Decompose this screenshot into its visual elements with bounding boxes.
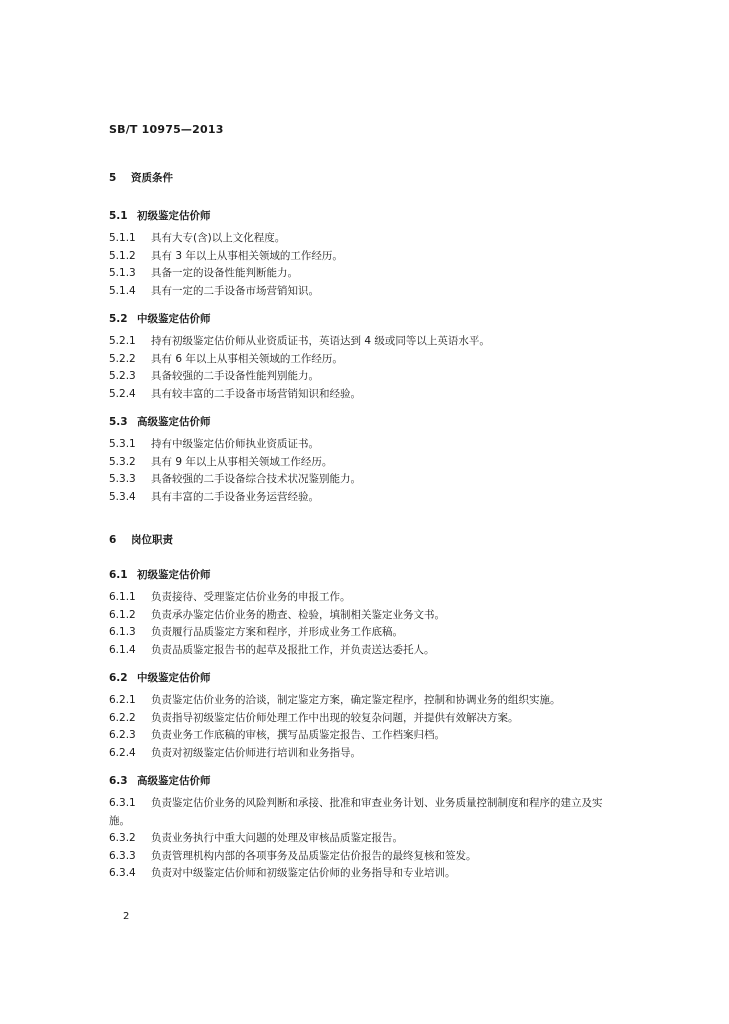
subsection-title: 高级鉴定估价师 — [137, 775, 211, 787]
clause-list — [109, 333, 614, 403]
clause-text: 负责对初级鉴定估价师进行培训和业务指导。 — [151, 746, 361, 759]
clause-number: 5.3.4 — [109, 490, 136, 503]
subsection-heading — [109, 208, 614, 223]
clause-item — [109, 830, 614, 848]
clause-text: 负责管理机构内部的各项事务及品质鉴定估价报告的最终复核和签发。 — [151, 849, 477, 862]
clause-text: 具备一定的设备性能判断能力。 — [151, 267, 298, 279]
section-number: 5 — [109, 172, 117, 184]
subsection-heading — [109, 670, 614, 685]
clause-number: 6.1.1 — [109, 591, 136, 603]
clause-list — [109, 795, 614, 883]
clause-item — [109, 607, 614, 625]
clause-number: 6.2.2 — [109, 711, 136, 724]
clause-list — [109, 436, 614, 506]
clause-item — [109, 333, 614, 351]
section-title: 资质条件 — [131, 172, 173, 184]
clause-item — [109, 692, 614, 710]
subsection-number: 6.1 — [109, 569, 128, 581]
clause-number: 6.2.1 — [109, 694, 136, 706]
subsection-title: 中级鉴定估价师 — [137, 313, 211, 325]
clause-item — [109, 589, 614, 607]
clause-number: 6.3.4 — [109, 867, 136, 879]
clause-text: 具有大专(含)以上文化程度。 — [151, 232, 286, 244]
clause-list — [109, 692, 614, 762]
subsection-title: 初级鉴定估价师 — [137, 210, 211, 222]
subsection-heading — [109, 567, 614, 582]
subsection-heading — [109, 311, 614, 326]
clause-number: 5.2.3 — [109, 370, 136, 382]
subsection-heading — [109, 773, 614, 788]
clause-text: 具备较强的二手设备综合技术状况鉴别能力。 — [151, 473, 361, 485]
clause-text: 负责对中级鉴定估价师和初级鉴定估价师的业务指导和专业培训。 — [151, 867, 456, 879]
clause-number: 5.1.2 — [109, 249, 136, 262]
clause-number: 6.3.3 — [109, 849, 136, 862]
clause-number: 5.2.2 — [109, 352, 136, 365]
clause-item — [109, 454, 614, 472]
clause-text: 具有一定的二手设备市场营销知识。 — [151, 284, 319, 297]
clause-item — [109, 642, 614, 660]
clause-text: 具备较强的二手设备性能判别能力。 — [151, 370, 319, 382]
clause-item — [109, 489, 614, 507]
clause-item — [109, 471, 614, 489]
clause-number: 6.2.3 — [109, 729, 136, 741]
clause-item — [109, 283, 614, 301]
clause-text: 具有丰富的二手设备业务运营经验。 — [151, 490, 319, 503]
subsection-heading — [109, 414, 614, 429]
clause-item — [109, 386, 614, 404]
standard-code-header: SB/T 10975—2013 — [109, 123, 224, 136]
clause-number: 5.1.3 — [109, 267, 136, 279]
section-number: 6 — [109, 534, 117, 546]
clause-text: 负责品质鉴定报告书的起草及报批工作，并负责送达委托人。 — [151, 643, 435, 656]
clause-number: 6.3.2 — [109, 832, 136, 844]
clause-item — [109, 230, 614, 248]
clause-number: 6.2.4 — [109, 746, 136, 759]
clause-list — [109, 589, 614, 659]
section-heading — [109, 170, 614, 185]
clause-item — [109, 624, 614, 642]
clause-number: 5.1.4 — [109, 284, 136, 297]
clause-item — [109, 248, 614, 266]
clause-item — [109, 727, 614, 745]
clause-text: 具有 9 年以上从事相关领域工作经历。 — [151, 455, 333, 468]
clause-number: 5.3.2 — [109, 455, 136, 468]
clause-number: 5.2.4 — [109, 387, 136, 400]
clause-text: 负责鉴定估价业务的风险判断和承接、批准和审查业务计划、业务质量控制制度和程序的建立及实施。 — [109, 797, 603, 827]
document-body — [109, 170, 614, 883]
clause-item — [109, 351, 614, 369]
subsection-number: 6.3 — [109, 775, 128, 787]
subsection-title: 初级鉴定估价师 — [137, 569, 211, 581]
clause-item — [109, 795, 614, 830]
subsection-title: 中级鉴定估价师 — [137, 672, 211, 684]
subsection-number: 6.2 — [109, 672, 128, 684]
clause-text: 负责履行品质鉴定方案和程序，并形成业务工作底稿。 — [151, 626, 403, 638]
clause-text: 持有中级鉴定估价师执业资质证书。 — [151, 438, 319, 450]
clause-text: 负责指导初级鉴定估价师处理工作中出现的较复杂问题，并提供有效解决方案。 — [151, 711, 519, 724]
clause-text: 负责业务执行中重大问题的处理及审核品质鉴定报告。 — [151, 832, 403, 844]
clause-item — [109, 265, 614, 283]
subsection-title: 高级鉴定估价师 — [137, 416, 211, 428]
clause-text: 负责鉴定估价业务的洽谈，制定鉴定方案，确定鉴定程序，控制和协调业务的组织实施。 — [151, 694, 561, 706]
clause-item — [109, 848, 614, 866]
clause-item — [109, 436, 614, 454]
subsection-number: 5.2 — [109, 313, 128, 325]
clause-item — [109, 745, 614, 763]
clause-text: 负责承办鉴定估价业务的勘查、检验，填制相关鉴定业务文书。 — [151, 608, 445, 621]
section-title: 岗位职责 — [131, 534, 173, 546]
section-heading — [109, 532, 614, 547]
clause-text: 具有 6 年以上从事相关领域的工作经历。 — [151, 352, 343, 365]
clause-item — [109, 865, 614, 883]
clause-number: 5.1.1 — [109, 232, 136, 244]
clause-number: 5.3.3 — [109, 473, 136, 485]
clause-text: 具有较丰富的二手设备市场营销知识和经验。 — [151, 387, 361, 400]
clause-number: 6.1.3 — [109, 626, 136, 638]
subsection-number: 5.3 — [109, 416, 128, 428]
clause-number: 5.2.1 — [109, 335, 136, 347]
clause-item — [109, 368, 614, 386]
subsection-number: 5.1 — [109, 210, 128, 222]
clause-number: 6.1.4 — [109, 643, 136, 656]
clause-text: 负责接待、受理鉴定估价业务的申报工作。 — [151, 591, 351, 603]
clause-item — [109, 710, 614, 728]
clause-number: 5.3.1 — [109, 438, 136, 450]
clause-number: 6.1.2 — [109, 608, 136, 621]
page-number: 2 — [123, 911, 130, 922]
clause-list — [109, 230, 614, 300]
clause-text: 具有 3 年以上从事相关领域的工作经历。 — [151, 249, 343, 262]
clause-text: 负责业务工作底稿的审核，撰写品质鉴定报告、工作档案归档。 — [151, 729, 445, 741]
clause-text: 持有初级鉴定估价师从业资质证书，英语达到 4 级或同等以上英语水平。 — [151, 335, 490, 347]
clause-number: 6.3.1 — [109, 797, 136, 809]
